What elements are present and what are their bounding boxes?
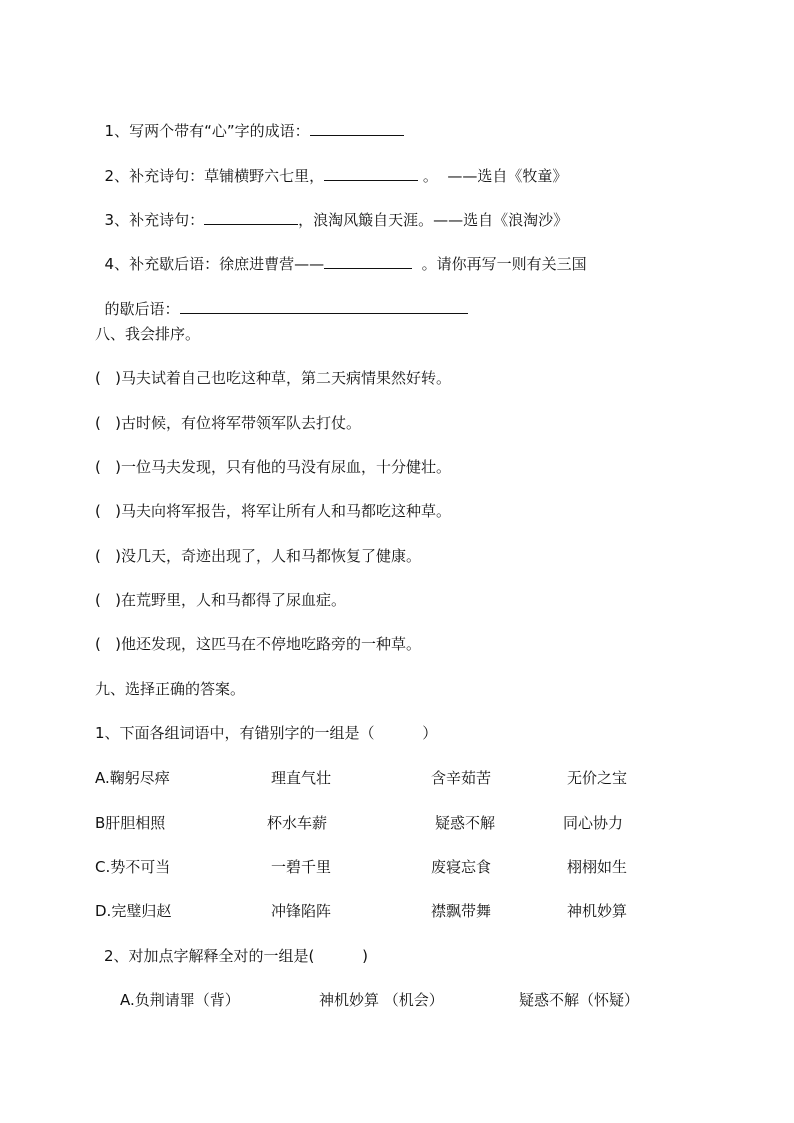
- option-c-3: 废寝忘食: [431, 858, 492, 876]
- fill-item-2-suffix: 。 ——选自《牧童》: [418, 167, 568, 185]
- fill-item-5: [95, 279, 468, 319]
- order-item: ( )马夫试着自己也吃这种草，第二天病情果然好转。: [95, 369, 452, 387]
- option-c-1: C.势不可当: [95, 858, 171, 876]
- question-1: 1、下面各组词语中，有错别字的一组是（ ）: [95, 724, 438, 742]
- option-d-3: 襟飘带舞: [431, 902, 492, 920]
- answer-blank[interactable]: [324, 254, 412, 269]
- option-b-1: B肝胆相照: [95, 814, 166, 832]
- q2-option-1: A.负荆请罪（背）: [120, 991, 240, 1009]
- order-item: ( )没几天，奇迹出现了，人和马都恢复了健康。: [95, 547, 422, 565]
- option-a-1: A.鞠躬尽瘁: [95, 769, 170, 787]
- option-d-4: 神机妙算: [567, 902, 628, 920]
- question-2: 2、对加点字解释全对的一组是( ): [104, 947, 368, 965]
- answer-blank[interactable]: [310, 121, 404, 136]
- option-d-1: D.完璧归赵: [95, 902, 172, 920]
- answer-blank[interactable]: [204, 210, 298, 225]
- fill-item-1: [95, 101, 404, 141]
- section-9-heading: 九、选择正确的答案。: [95, 680, 246, 698]
- fill-item-3-suffix: ，浪淘风簸自天涯。——选自《浪淘沙》: [298, 211, 569, 229]
- fill-item-3-text: 3、补充诗句：: [104, 211, 205, 229]
- option-a-2: 理直气壮: [271, 769, 332, 787]
- fill-item-4: [95, 234, 587, 274]
- answer-blank[interactable]: [180, 299, 468, 314]
- option-c-2: 一碧千里: [271, 858, 332, 876]
- order-item: ( )马夫向将军报告，将军让所有人和马都吃这种草。: [95, 502, 452, 520]
- option-b-2: 杯水车薪: [267, 814, 328, 832]
- q2-option-3: 疑惑不解（怀疑）: [519, 991, 640, 1009]
- option-b-3: 疑惑不解: [435, 814, 496, 832]
- fill-item-1-text: 1、写两个带有“心”字的成语：: [104, 122, 310, 140]
- fill-item-2-text: 2、补充诗句：草铺横野六七里，: [104, 167, 325, 185]
- answer-blank[interactable]: [324, 166, 418, 181]
- option-a-3: 含辛茹苦: [431, 769, 492, 787]
- fill-item-5-text: 的歇后语：: [104, 300, 180, 318]
- option-c-4: 栩栩如生: [567, 858, 628, 876]
- option-b-4: 同心协力: [563, 814, 624, 832]
- option-d-2: 冲锋陷阵: [271, 902, 332, 920]
- fill-item-4-text: 4、补充歇后语：徐庶进曹营——: [104, 255, 325, 273]
- q2-option-2: 神机妙算 （机会）: [319, 991, 444, 1009]
- order-item: ( )一位马夫发现，只有他的马没有尿血，十分健壮。: [95, 458, 452, 476]
- order-item: ( )古时候，有位将军带领军队去打仗。: [95, 414, 362, 432]
- section-8-heading: 八、我会排序。: [95, 325, 201, 343]
- fill-item-2: [95, 146, 567, 186]
- fill-item-4-suffix: 。请你再写一则有关三国: [412, 255, 587, 273]
- fill-item-3: [95, 190, 568, 230]
- option-a-4: 无价之宝: [567, 769, 628, 787]
- order-item: ( )在荒野里，人和马都得了尿血症。: [95, 591, 347, 609]
- order-item: ( )他还发现，这匹马在不停地吃路旁的一种草。: [95, 635, 422, 653]
